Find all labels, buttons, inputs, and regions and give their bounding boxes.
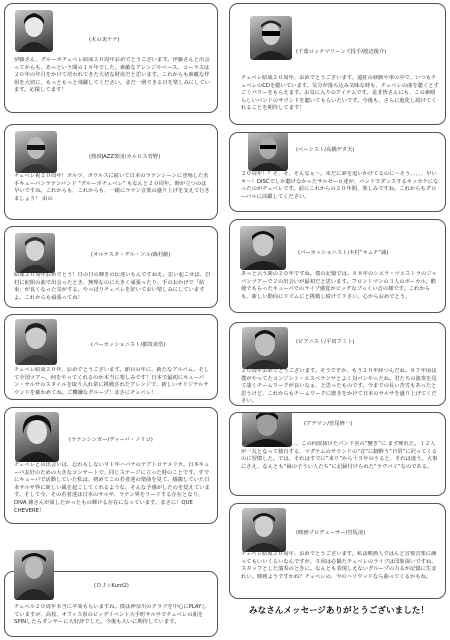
message-text: チェベレ結成２０周年、おめでとうございます。私は映画人ではんど音楽音楽に疎ってもいいくらいなんですが、５回は必観たチェベレのライブは印象深いですね。スタッフとした演奏のときに。なんとも表現しえないグループの力るが記憶に生まれい。映画ようですかね？チェベレの、今のハリウッドなら曲ってくるかもね。 xyxy=(241,551,437,580)
portrait-photo xyxy=(248,132,288,171)
contributor-name: (ピアニスト/平田フミト) xyxy=(296,339,355,345)
portrait-photo xyxy=(15,233,55,273)
message-card xyxy=(229,3,446,125)
message-text: あっと云う間の２０年ですね。僕の記憶では、８８年のシエラ・マエストラのジャパンツアーで２の出会いが最初だと思います。フロントマンの３人のボーカル。酷使でもらったキューバでのライブ感覚がビッグなブっくい音の様です。これからも、新しい動向にリズムにと挑戦し続けて下さい。心からおめでとう。 xyxy=(241,271,437,300)
contributor-name: (パーカッショニスト/木村“キムチ”誠) xyxy=(298,250,389,256)
message-text: 結成２０周年おめでとう！日の日の輝きの伝達いもんですねえ。思い起こせば、岩村に紀組の曲で出会ったとき、無理なのに大きく頑張ったり、手のおかげで「結束」が良くなった気がする。やっぱりチェベレを好いておい楽しみにしていますよ。これからも頑張ってね！ xyxy=(14,272,211,301)
message-card xyxy=(4,3,218,113)
message-text: チェベレ結成２０年、おめでとうございます。節目の年に、新たなアルバム。そして全国ツアー。何をやってくれるのか本当に楽しみです！日本で最初にキューバン・サルサのスタイルを取り入れ常に挑戦されたアレンジで、新しいオリジナルサウンドを確かめてね。ご機嫌なグループ！まさにチェベレ！ xyxy=(14,367,209,396)
message-text: ２０周年！？そ、そ、そんなぁ〜。未だに夢を追いかけてるのに〜そう、、、、、早いキ〜！DISCでしか聴けなかったサルセーロ達が、バンドでダンスするキッカケになったのがチェベレです。前にこれからの２０年間、楽しみですね。これからもグローバルに活躍してください。 xyxy=(241,171,439,200)
contributor-name: (木の実ナナ) xyxy=(89,37,120,43)
closing-thanks: みなさんメッセージありがとうございました！ xyxy=(249,606,429,616)
message-text: チェベレ結成２０周年、おめでとうございます。遠征の移動や車の中で、いつもチェベレのCDを聴いています。気分が落ち込み気味な時も、チェベレの曲を聴くとすごくパワーをもらえます。お気に入りのアイテムです。是非皆さんにも、この素晴らしいバンドのサウンドを聴いてもらいたいです。今後も、さらに進化し続けてくれることを期待してます！ xyxy=(241,75,439,112)
message-card xyxy=(229,322,446,406)
contributor-name: (ラテンシンガー/ディーバ・ノリコ) xyxy=(69,437,153,443)
message-text: 伊藤さん、グルーポチェベレ結成２０周年おめでとうございます。伊藤さんと出会ってからも、あっという間の１８年でした。素敵なアレンジやベース、コーラスは２０年の年月をかけて培われてきた大切な財産だと思います。これからも素敵な伴侶を大切に、もっともっと飛躍してください。まだ一層できる日を楽しみにしています。応援してます！ xyxy=(14,57,210,94)
portrait-photo xyxy=(15,319,57,365)
contributor-name: (パーカッショニスト/都筑章浩) xyxy=(91,342,166,348)
message-text: ２０周年おめでとうございます。そうですか、もう２０年経つんだね。８７年頃は僕がやってたコンジント・エスペランサとよく対バンやったね。君たちの演奏を見て凄くチームワークが良いなぁ、と思ったものです。今までの長い苦労もあったと思うけど、これからもチームワークに磨きをかけて日本のサルサを盛り上げてください。 xyxy=(241,368,437,405)
portrait-photo xyxy=(14,550,54,600)
contributor-name: (映画プロデューサー/宮坂凌) xyxy=(296,530,366,536)
portrait-photo xyxy=(250,16,292,60)
portrait-photo xyxy=(15,10,53,52)
message-card xyxy=(229,132,446,212)
contributor-name: (ＤＪ☆Kunt2) xyxy=(94,583,129,589)
message-card xyxy=(4,314,218,400)
contributor-name: (千葉ロッテマリーンズ投手/渡辺俊介) xyxy=(296,49,387,55)
message-card xyxy=(229,412,446,496)
portrait-photo xyxy=(15,412,59,462)
message-text: チェベル２０周年本当に卒業もらいますね。僕は神奈川のクラブを中心にPLAYしていますが、高校、オフィス県のビッグイベント大手町サルサでチェベレの曲をSPINしたらダンサーに大好評でした。今後も大いに期待しています。 xyxy=(14,604,207,626)
message-card xyxy=(229,503,446,599)
message-text: チェベレ祝２０周年！ボルツ、ボウルスに続いて日本のラテンシーンに登場した若手キューバンラテンバンド "グルーポチェベレ" もなんと２０周年。時が立つのは早いですね。これからも、これからも、一緒にラテン音楽の盛り上げを支えて行きましょう！ 由の xyxy=(14,173,210,202)
portrait-photo xyxy=(15,131,57,173)
portrait-photo xyxy=(242,327,288,369)
message-card xyxy=(4,124,218,220)
message-text: チェベレとの出会いは、忘れもしない９１年ハバナのテアトロナメリカ。日本キューバ友好のための大きなコンサートで、同じステージに立った時のことです。すでにキューバで活動していた私は、初めてこの若者達の楽曲を見て、感激していた日本サルサ界に新しい風を起こしてくれるような、そんな予感がしたのを覚えています。そして今、その若者達は日本のサルサ、ラテン界をリードする存在となり、DIVA 雑さんが成したかったもの輝ける存在になっています。まさに！QUE CHEVERE！ xyxy=(14,462,210,514)
contributor-name: (ベーシスト/高橋ゲタ夫) xyxy=(296,147,355,153)
portrait-photo xyxy=(242,508,286,552)
message-card xyxy=(4,407,218,524)
message-card xyxy=(229,219,446,313)
portrait-photo xyxy=(240,226,286,270)
contributor-name: (アデマン/菅尾修一) xyxy=(304,421,353,427)
message-text: グルーポ・チェベレ。、、、この何故抜けたバンド名の“響き”に まず痺れた。１２人が一丸となって独自する、マグテムのサウンドの“音”に脚酔う“日常”に沢ってくるのに習慣した。では、それはすでに“来り”から十５年のうると、それは違う。大事にさえ、なんとも“縁の子うい人たち”に記録付けられた“ラヴバイ”なのである。 xyxy=(241,441,438,470)
contributor-name: (オルケスタ・デル・ソル/森村献) xyxy=(91,252,171,258)
contributor-name: (熱帯JAZZ楽団/カルロス菅野) xyxy=(89,154,161,160)
message-card xyxy=(4,226,218,308)
